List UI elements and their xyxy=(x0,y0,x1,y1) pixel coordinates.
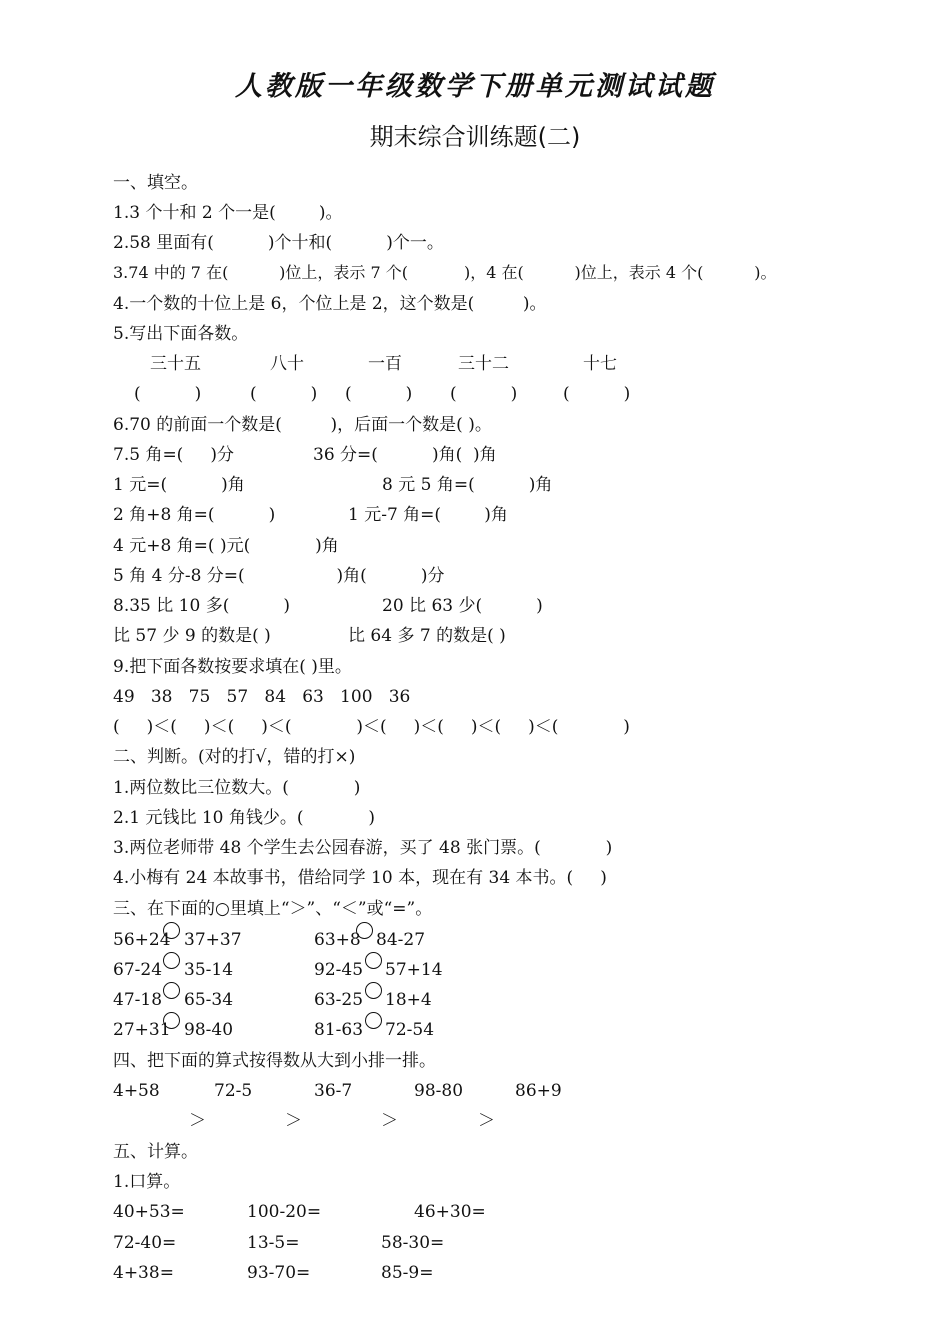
section-3-heading: 三、在下面的○里填上“＞”、“＜”或“=”。 xyxy=(113,899,433,919)
compare-right: 98-40 xyxy=(184,1020,234,1040)
answer-blank[interactable]: ( ) xyxy=(563,384,631,404)
expression: 86+9 xyxy=(515,1081,562,1101)
question-1-7e: 2 角+8 角=( ) xyxy=(113,505,276,525)
circle-icon[interactable] xyxy=(163,1012,180,1029)
question-1-7c: 1 元=( )角 xyxy=(113,475,245,495)
number-word: 十七 xyxy=(583,354,617,374)
judge-item: 4.小梅有 24 本故事书，借给同学 10 本，现在有 34 本书。( ) xyxy=(113,868,607,888)
compare-left: 27+31 xyxy=(113,1020,171,1040)
question-1-2: 2.58 里面有( )个十和( )个一。 xyxy=(113,233,444,253)
circle-icon[interactable] xyxy=(356,922,373,939)
compare-right: 84-27 xyxy=(376,930,426,950)
number-word: 八十 xyxy=(270,354,304,374)
greater-sign: ＞ xyxy=(478,1111,495,1131)
compare-right: 35-14 xyxy=(184,960,234,980)
answer-blank[interactable]: ( ) xyxy=(345,384,413,404)
greater-sign: ＞ xyxy=(381,1111,398,1131)
question-1-7f: 1 元-7 角=( )角 xyxy=(348,505,508,525)
circle-icon[interactable] xyxy=(163,982,180,999)
calc-item: 4+38= xyxy=(113,1263,174,1283)
section-4-heading: 四、把下面的算式按得数从大到小排一排。 xyxy=(113,1051,436,1071)
circle-icon[interactable] xyxy=(365,1012,382,1029)
calc-item: 93-70= xyxy=(247,1263,311,1283)
compare-left: 56+24 xyxy=(113,930,171,950)
circle-icon[interactable] xyxy=(163,922,180,939)
question-1-8d: 比 64 多 7 的数是( ) xyxy=(348,626,506,646)
compare-left: 81-63 xyxy=(314,1020,364,1040)
compare-right: 57+14 xyxy=(385,960,443,980)
calc-item: 72-40= xyxy=(113,1233,177,1253)
expression: 4+58 xyxy=(113,1081,160,1101)
calc-item: 13-5= xyxy=(247,1233,300,1253)
question-1-7g: 4 元+8 角=( )元( )角 xyxy=(113,536,339,556)
question-1-7d: 8 元 5 角=( )角 xyxy=(382,475,553,495)
question-1-7a: 7.5 角=( )分 xyxy=(113,445,234,465)
question-1-6: 6.70 的前面一个数是( )，后面一个数是( )。 xyxy=(113,415,492,435)
calc-item: 100-20= xyxy=(247,1202,322,1222)
compare-left: 47-18 xyxy=(113,990,163,1010)
answer-blank[interactable]: ( ) xyxy=(450,384,518,404)
question-1-8b: 20 比 63 少( ) xyxy=(382,596,543,616)
calc-item: 58-30= xyxy=(381,1233,445,1253)
calc-item: 40+53= xyxy=(113,1202,185,1222)
judge-item: 1.两位数比三位数大。( ) xyxy=(113,778,361,798)
circle-icon[interactable] xyxy=(365,952,382,969)
expression: 98-80 xyxy=(414,1081,464,1101)
compare-right: 18+4 xyxy=(385,990,432,1010)
circle-icon[interactable] xyxy=(365,982,382,999)
question-1-5: 5.写出下面各数。 xyxy=(113,324,249,344)
compare-right: 65-34 xyxy=(184,990,234,1010)
section-5-heading: 五、计算。 xyxy=(113,1142,198,1162)
question-1-8c: 比 57 少 9 的数是( ) xyxy=(113,626,271,646)
calc-item: 46+30= xyxy=(414,1202,486,1222)
expression: 36-7 xyxy=(314,1081,353,1101)
calc-item: 85-9= xyxy=(381,1263,434,1283)
question-1-7h: 5 角 4 分-8 分=( )角( )分 xyxy=(113,566,445,586)
compare-left: 92-45 xyxy=(314,960,364,980)
expression: 72-5 xyxy=(214,1081,253,1101)
compare-left: 63-25 xyxy=(314,990,364,1010)
order-blanks[interactable]: ( )＜( )＜( )＜( )＜( )＜( )＜( )＜( ) xyxy=(113,717,630,737)
judge-item: 3.两位老师带 48 个学生去公园春游，买了 48 张门票。( ) xyxy=(113,838,613,858)
compare-left: 67-24 xyxy=(113,960,163,980)
section-2-heading: 二、判断。(对的打√，错的打×) xyxy=(113,747,356,767)
greater-sign: ＞ xyxy=(285,1111,302,1131)
question-1-3: 3.74 中的 7 在( )位上，表示 7 个( )，4 在( )位上，表示 4 个( )。 xyxy=(113,263,777,282)
section-1-heading: 一、填空。 xyxy=(113,173,198,193)
number-word: 一百 xyxy=(368,354,402,374)
compare-left: 63+8 xyxy=(314,930,361,950)
number-word: 三十二 xyxy=(458,354,509,374)
question-1-4: 4.一个数的十位上是 6，个位上是 2，这个数是( )。 xyxy=(113,294,547,314)
answer-blank[interactable]: ( ) xyxy=(134,384,202,404)
question-1-9: 9.把下面各数按要求填在( )里。 xyxy=(113,657,352,677)
question-1-1: 1.3 个十和 2 个一是( )。 xyxy=(113,203,343,223)
greater-sign: ＞ xyxy=(189,1111,206,1131)
number-list: 49 38 75 57 84 63 100 36 xyxy=(113,687,411,707)
judge-item: 2.1 元钱比 10 角钱少。( ) xyxy=(113,808,375,828)
answer-blank[interactable]: ( ) xyxy=(250,384,318,404)
compare-right: 37+37 xyxy=(184,930,242,950)
section-5-sub-1: 1.口算。 xyxy=(113,1172,181,1192)
question-1-7b: 36 分=( )角( )角 xyxy=(313,445,497,465)
worksheet-subtitle: 期末综合训练题(二) xyxy=(369,123,581,151)
worksheet-title: 人教版一年级数学下册单元测试试题 xyxy=(235,71,715,102)
question-1-8a: 8.35 比 10 多( ) xyxy=(113,596,290,616)
circle-icon[interactable] xyxy=(163,952,180,969)
number-word: 三十五 xyxy=(150,354,201,374)
compare-right: 72-54 xyxy=(385,1020,435,1040)
